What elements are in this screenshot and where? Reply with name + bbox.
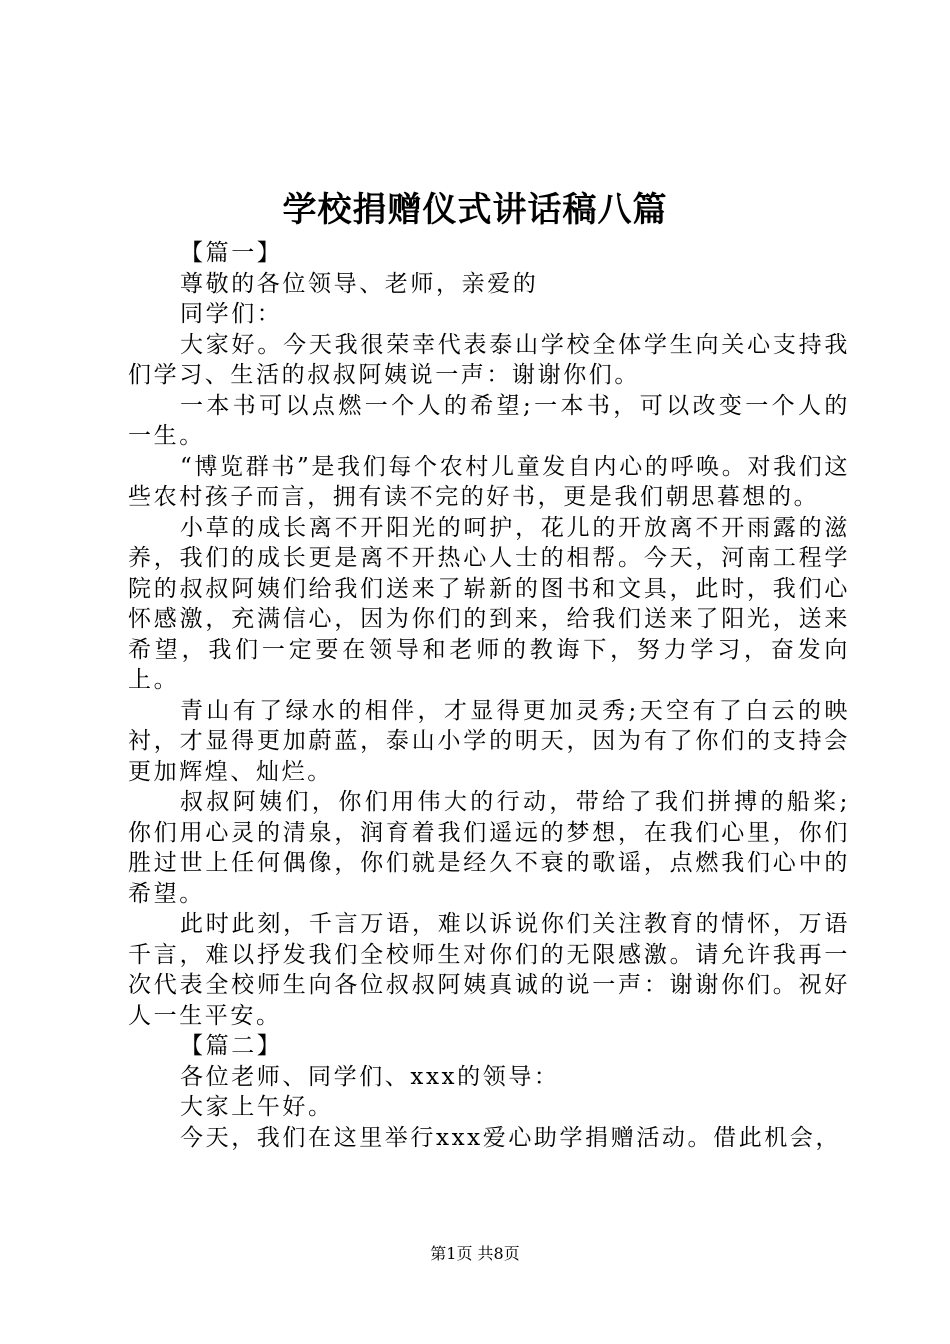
paragraph: 各位老师、同学们、xxx的领导：	[180, 1063, 560, 1090]
section-heading: 【篇一】	[180, 240, 283, 266]
paragraph: 叔叔阿姨们，你们用伟大的行动，带给了我们拼搏的船桨;你们用心灵的清泉，润育着我们遥远的梦想，在我们心里，你们胜过世上任何偶像，你们就是经久不衰的歌谣，点燃我们心中的希望。	[128, 789, 850, 907]
paragraph: 同学们：	[180, 301, 283, 327]
document-body	[128, 238, 850, 1153]
paragraph: 青山有了绿水的相伴，才显得更加灵秀;天空有了白云的映衬，才显得更加蔚蓝，泰山小学的明天，因为有了你们的支持会更加辉煌、灿烂。	[128, 697, 850, 785]
document-title: 学校捐赠仪式讲话稿八篇	[282, 190, 668, 230]
paragraph: 此时此刻，千言万语，难以诉说你们关注教育的情怀，万语千言，难以抒发我们全校师生对你们的无限感激。请允许我再一次代表全校师生向各位叔叔阿姨真诚的说一声：谢谢你们。祝好人一生平安。	[128, 911, 850, 1029]
paragraph: 大家上午好。	[180, 1094, 334, 1120]
page-footer: 第1页 共8页	[430, 1244, 520, 1263]
section-heading: 【篇二】	[180, 1033, 283, 1059]
paragraph: “博览群书”是我们每个农村儿童发自内心的呼唤。对我们这些农村孩子而言，拥有读不完的好书，更是我们朝思暮想的。	[128, 453, 850, 510]
paragraph: 大家好。今天我很荣幸代表泰山学校全体学生向关心支持我们学习、生活的叔叔阿姨说一声：谢谢你们。	[128, 331, 850, 388]
paragraph: 小草的成长离不开阳光的呵护，花儿的开放离不开雨露的滋养，我们的成长更是离不开热心人士的相帮。今天，河南工程学院的叔叔阿姨们给我们送来了崭新的图书和文具，此时，我们心怀感激，充满信心，因为你们的到来，给我们送来了阳光，送来希望，我们一定要在领导和老师的教诲下，努力学习，奋发向上。	[128, 514, 850, 693]
paragraph: 一本书可以点燃一个人的希望;一本书，可以改变一个人的一生。	[128, 392, 850, 449]
paragraph: 尊敬的各位领导、老师，亲爱的	[180, 270, 539, 297]
paragraph: 今天，我们在这里举行xxx爱心助学捐赠活动。借此机会，	[180, 1124, 842, 1151]
